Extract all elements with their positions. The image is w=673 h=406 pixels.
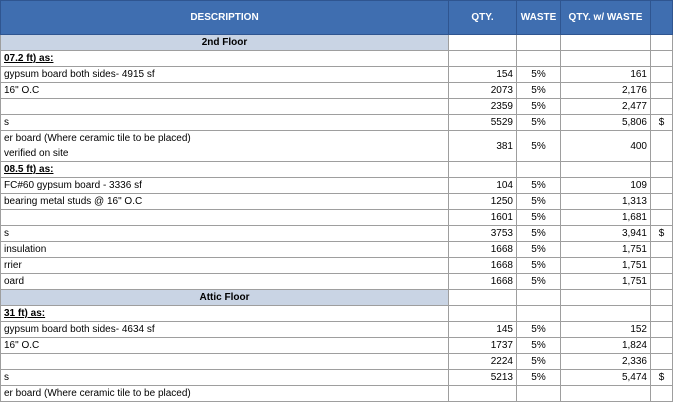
qty-waste-cell[interactable]: 400 xyxy=(561,131,651,162)
description-cell[interactable]: s xyxy=(1,370,449,386)
qty-waste-cell[interactable]: 1,313 xyxy=(561,194,651,210)
waste-cell[interactable]: 5% xyxy=(517,67,561,83)
table-cell[interactable] xyxy=(449,290,517,306)
extra-cell[interactable] xyxy=(651,386,673,402)
qty-cell[interactable]: 3753 xyxy=(449,226,517,242)
description-cell[interactable]: 16" O.C xyxy=(1,338,449,354)
qty-cell[interactable] xyxy=(449,162,517,178)
description-cell[interactable]: insulation xyxy=(1,242,449,258)
waste-cell[interactable]: 5% xyxy=(517,178,561,194)
qty-waste-cell[interactable]: 2,477 xyxy=(561,99,651,115)
section-row xyxy=(1,290,673,306)
qty-waste-cell[interactable]: 1,751 xyxy=(561,242,651,258)
qty-cell[interactable]: 5529 xyxy=(449,115,517,131)
group-row xyxy=(1,306,673,322)
description-cell[interactable] xyxy=(1,99,449,115)
description-cell[interactable]: bearing metal studs @ 16" O.C xyxy=(1,194,449,210)
table-row xyxy=(1,131,673,162)
description-cell[interactable]: 07.2 ft) as: xyxy=(1,51,449,67)
qty-waste-cell[interactable]: 161 xyxy=(561,67,651,83)
table-cell[interactable] xyxy=(517,35,561,51)
extra-cell[interactable] xyxy=(651,322,673,338)
section-title[interactable]: Attic Floor xyxy=(1,290,449,306)
table-cell[interactable] xyxy=(449,35,517,51)
table-row xyxy=(1,258,673,274)
extra-cell[interactable] xyxy=(651,354,673,370)
header-qty-with-waste[interactable]: QTY. w/ WASTE xyxy=(561,1,651,35)
qty-waste-cell[interactable]: 5,474 xyxy=(561,370,651,386)
table-row xyxy=(1,226,673,242)
qty-waste-cell[interactable]: 1,751 xyxy=(561,274,651,290)
group-row xyxy=(1,51,673,67)
qty-waste-cell[interactable]: 1,681 xyxy=(561,210,651,226)
description-cell[interactable]: oard xyxy=(1,274,449,290)
qty-waste-cell[interactable]: 3,941 xyxy=(561,226,651,242)
extra-cell[interactable] xyxy=(651,99,673,115)
waste-cell[interactable]: 5% xyxy=(517,99,561,115)
qty-cell[interactable]: 145 xyxy=(449,322,517,338)
waste-cell[interactable]: 5% xyxy=(517,338,561,354)
qty-waste-cell[interactable]: 1,751 xyxy=(561,258,651,274)
description-cell[interactable] xyxy=(1,354,449,370)
qty-waste-cell[interactable]: 152 xyxy=(561,322,651,338)
qty-cell[interactable]: 1668 xyxy=(449,242,517,258)
qty-cell[interactable]: 1668 xyxy=(449,258,517,274)
extra-cell[interactable] xyxy=(651,258,673,274)
extra-cell[interactable]: $ xyxy=(651,226,673,242)
description-line: verified on site xyxy=(4,148,69,159)
description-cell[interactable] xyxy=(1,131,449,162)
qty-cell[interactable]: 104 xyxy=(449,178,517,194)
extra-cell[interactable] xyxy=(651,178,673,194)
extra-cell[interactable]: $ xyxy=(651,115,673,131)
table-row xyxy=(1,338,673,354)
description-cell[interactable]: gypsum board both sides- 4915 sf xyxy=(1,67,449,83)
description-cell[interactable]: s xyxy=(1,115,449,131)
extra-cell[interactable] xyxy=(651,274,673,290)
table-row xyxy=(1,354,673,370)
waste-cell[interactable]: 5% xyxy=(517,274,561,290)
table-row xyxy=(1,178,673,194)
table-cell[interactable] xyxy=(651,35,673,51)
header-waste[interactable]: WASTE xyxy=(517,1,561,35)
extra-cell[interactable] xyxy=(651,210,673,226)
table-row xyxy=(1,242,673,258)
header-qty[interactable]: QTY. xyxy=(449,1,517,35)
waste-cell[interactable]: 5% xyxy=(517,258,561,274)
qty-waste-cell[interactable]: 1,824 xyxy=(561,338,651,354)
extra-cell[interactable] xyxy=(651,83,673,99)
extra-cell[interactable] xyxy=(651,67,673,83)
waste-cell[interactable]: 5% xyxy=(517,131,561,162)
waste-cell[interactable] xyxy=(517,51,561,67)
table-row xyxy=(1,322,673,338)
waste-cell[interactable]: 5% xyxy=(517,370,561,386)
table-row xyxy=(1,370,673,386)
qty-waste-cell[interactable] xyxy=(561,51,651,67)
qty-cell[interactable]: 2224 xyxy=(449,354,517,370)
waste-cell[interactable]: 5% xyxy=(517,83,561,99)
qty-waste-cell[interactable] xyxy=(561,306,651,322)
section-title[interactable]: 2nd Floor xyxy=(1,35,449,51)
qty-waste-cell[interactable]: 2,176 xyxy=(561,83,651,99)
header-row xyxy=(1,1,673,35)
table-cell[interactable] xyxy=(651,290,673,306)
extra-cell[interactable] xyxy=(651,131,673,162)
description-cell[interactable]: 08.5 ft) as: xyxy=(1,162,449,178)
table-cell[interactable] xyxy=(561,35,651,51)
header-description[interactable]: DESCRIPTION xyxy=(1,1,449,35)
extra-cell[interactable] xyxy=(651,51,673,67)
table-row xyxy=(1,83,673,99)
section-row xyxy=(1,35,673,51)
table-row xyxy=(1,67,673,83)
description-cell[interactable]: rrier xyxy=(1,258,449,274)
qty-cell[interactable]: 381 xyxy=(449,131,517,162)
table-cell[interactable] xyxy=(517,290,561,306)
table-row xyxy=(1,194,673,210)
qty-cell[interactable]: 1737 xyxy=(449,338,517,354)
qty-cell[interactable]: 2359 xyxy=(449,99,517,115)
qty-cell[interactable]: 5213 xyxy=(449,370,517,386)
header-extra[interactable] xyxy=(651,1,673,35)
qty-waste-cell[interactable]: 2,336 xyxy=(561,354,651,370)
waste-cell[interactable]: 5% xyxy=(517,322,561,338)
waste-cell[interactable]: 5% xyxy=(517,194,561,210)
extra-cell[interactable] xyxy=(651,242,673,258)
description-cell[interactable]: 31 ft) as: xyxy=(1,306,449,322)
table-cell[interactable] xyxy=(561,290,651,306)
qty-waste-cell[interactable] xyxy=(561,386,651,402)
waste-cell[interactable]: 5% xyxy=(517,210,561,226)
waste-cell[interactable] xyxy=(517,386,561,402)
qty-cell[interactable]: 2073 xyxy=(449,83,517,99)
table-row xyxy=(1,274,673,290)
table-row xyxy=(1,99,673,115)
waste-cell[interactable]: 5% xyxy=(517,115,561,131)
waste-cell[interactable]: 5% xyxy=(517,354,561,370)
description-cell[interactable]: s xyxy=(1,226,449,242)
table-row xyxy=(1,115,673,131)
qty-cell[interactable]: 154 xyxy=(449,67,517,83)
waste-cell[interactable]: 5% xyxy=(517,226,561,242)
extra-cell[interactable] xyxy=(651,338,673,354)
extra-cell[interactable]: $ xyxy=(651,370,673,386)
qty-waste-cell[interactable]: 5,806 xyxy=(561,115,651,131)
table-row xyxy=(1,210,673,226)
extra-cell[interactable] xyxy=(651,162,673,178)
group-row xyxy=(1,162,673,178)
qty-waste-cell[interactable] xyxy=(561,162,651,178)
qty-cell[interactable] xyxy=(449,306,517,322)
description-cell[interactable]: 16" O.C xyxy=(1,83,449,99)
description-cell[interactable]: gypsum board both sides- 4634 sf xyxy=(1,322,449,338)
description-cell[interactable]: FC#60 gypsum board - 3336 sf xyxy=(1,178,449,194)
waste-cell[interactable] xyxy=(517,162,561,178)
qty-cell[interactable] xyxy=(449,386,517,402)
qty-cell[interactable]: 1250 xyxy=(449,194,517,210)
waste-cell[interactable] xyxy=(517,306,561,322)
description-cell[interactable] xyxy=(1,210,449,226)
description-cell[interactable]: er board (Where ceramic tile to be placed) xyxy=(1,386,449,402)
qty-cell[interactable]: 1668 xyxy=(449,274,517,290)
description-line: er board (Where ceramic tile to be placed) xyxy=(4,133,191,144)
extra-cell[interactable] xyxy=(651,306,673,322)
waste-cell[interactable]: 5% xyxy=(517,242,561,258)
qty-waste-cell[interactable]: 109 xyxy=(561,178,651,194)
qty-cell[interactable]: 1601 xyxy=(449,210,517,226)
table-row xyxy=(1,386,673,402)
qty-cell[interactable] xyxy=(449,51,517,67)
extra-cell[interactable] xyxy=(651,194,673,210)
